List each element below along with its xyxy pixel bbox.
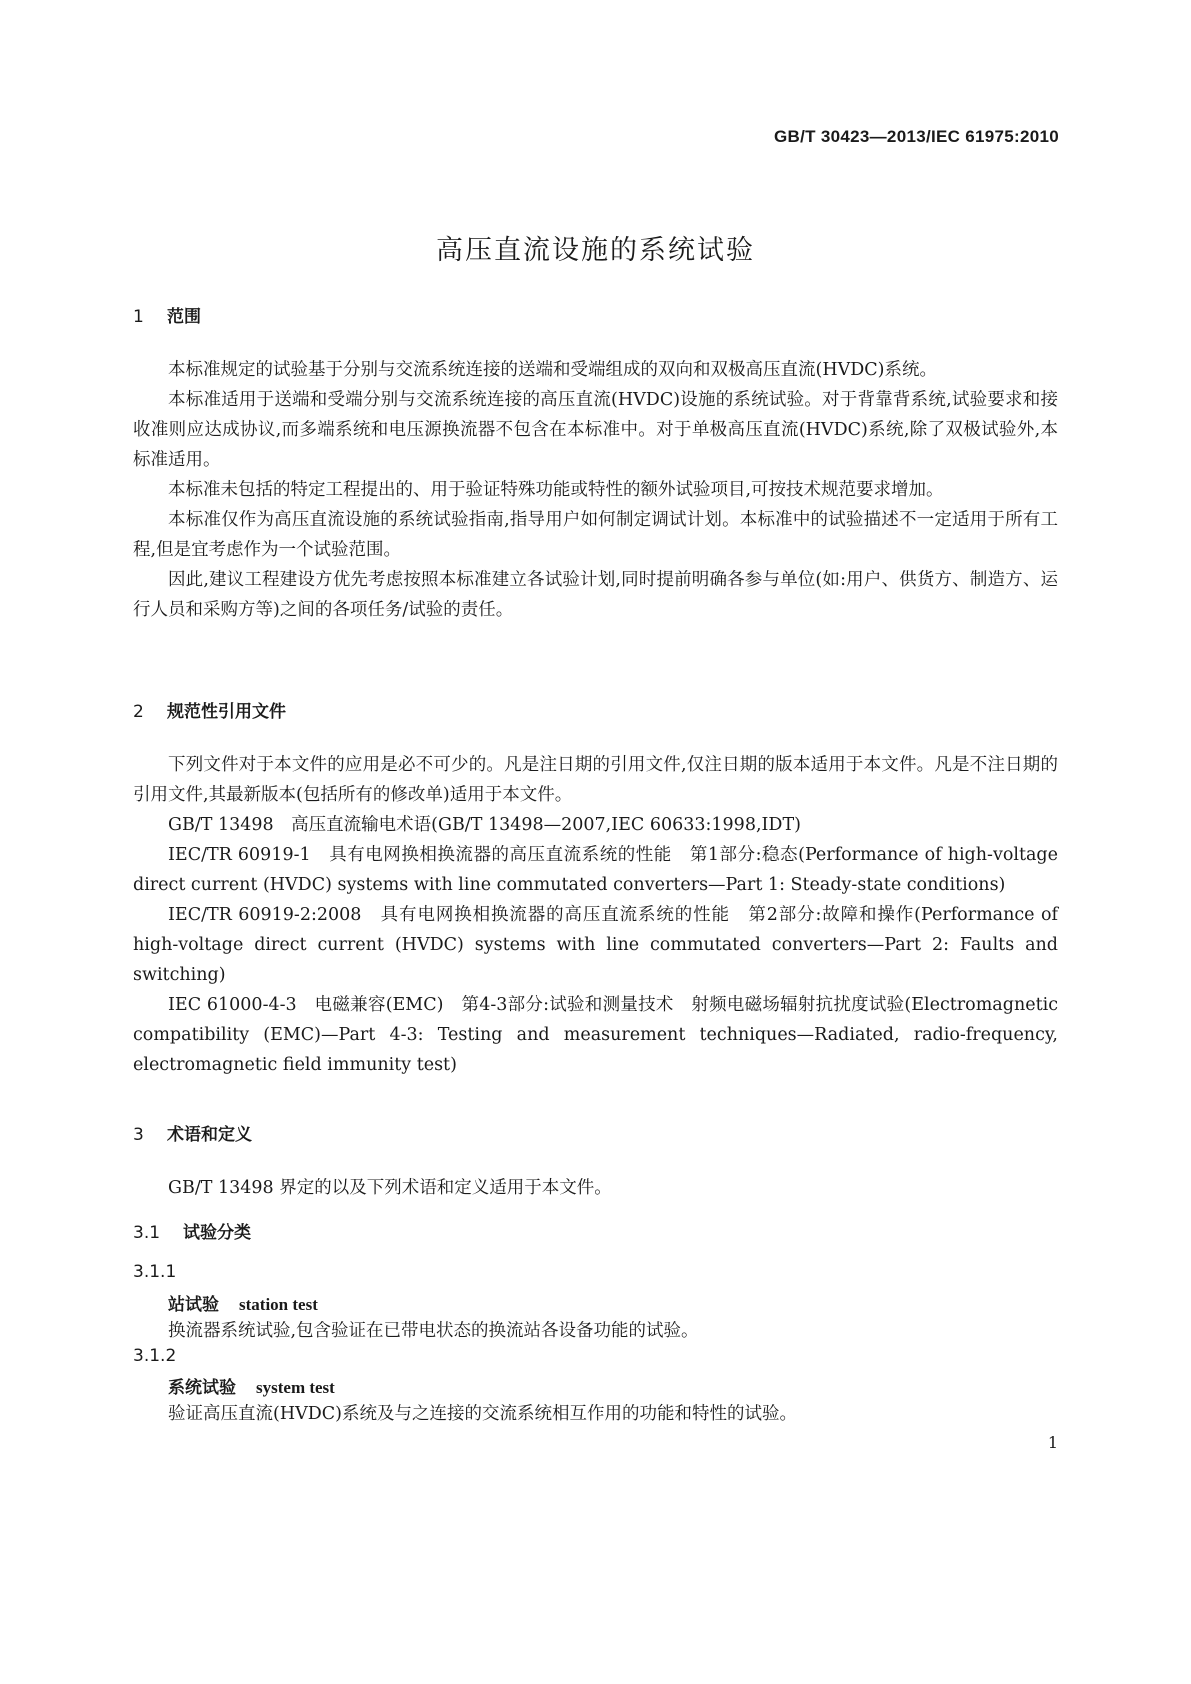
- paragraph: GB/T 13498 界定的以及下列术语和定义适用于本文件。: [168, 1178, 612, 1198]
- term-zh: 系统试验: [168, 1378, 236, 1398]
- subsection-3-1-heading: [133, 1218, 251, 1243]
- reference-entry: IEC/TR 60919-1 具有电网换相换流器的高压直流系统的性能 第1部分:稳态(Performance of high-voltage direct current (HVDC) systems with line commutated converters—Part 1: Steady-state conditions): [133, 845, 1058, 895]
- section-1-heading: [133, 302, 201, 327]
- standard-number-header: GB/T 30423—2013/IEC 61975:2010: [774, 127, 1059, 146]
- term-heading: [168, 1373, 335, 1398]
- section-title: 范围: [167, 307, 201, 327]
- subsection-number: 3.1: [133, 1223, 161, 1243]
- term-en: system test: [256, 1378, 335, 1397]
- paragraph: 因此,建议工程建设方优先考虑按照本标准建立各试验计划,同时提前明确各参与单位(如:用户、供货方、制造方、运行人员和采购方等)之间的各项任务/试验的责任。: [133, 570, 1058, 620]
- reference-entry: IEC 61000-4-3 电磁兼容(EMC) 第4-3部分:试验和测量技术 射频电磁场辐射抗扰度试验(Electromagnetic compatibility (EMC)—Part 4-3: Testing and measurement techniques—Radiated, radio-frequency, electromagnetic field immunity test): [133, 995, 1058, 1075]
- section-3-body: [133, 1173, 1058, 1203]
- reference-entry: GB/T 13498 高压直流输电术语(GB/T 13498—2007,IEC 60633:1998,IDT): [168, 815, 801, 835]
- term-number: 3.1.2: [133, 1346, 177, 1366]
- section-2-body: [133, 750, 1058, 1080]
- section-3-heading: [133, 1120, 252, 1145]
- subsection-title: 试验分类: [183, 1223, 251, 1243]
- paragraph: 本标准未包括的特定工程提出的、用于验证特殊功能或特性的额外试验项目,可按技术规范要求增加。: [168, 480, 944, 500]
- reference-entry: IEC/TR 60919-2:2008 具有电网换相换流器的高压直流系统的性能 第2部分:故障和操作(Performance of high-voltage direct current (HVDC) systems with line commutated converters—Part 2: Faults and switching): [133, 905, 1058, 985]
- paragraph: 本标准规定的试验基于分别与交流系统连接的送端和受端组成的双向和双极高压直流(HVDC)系统。: [168, 360, 937, 380]
- section-2-heading: [133, 697, 286, 722]
- term-heading: [168, 1290, 318, 1315]
- section-number: 1: [133, 307, 144, 327]
- document-title: 高压直流设施的系统试验: [436, 235, 755, 266]
- paragraph: 本标准仅作为高压直流设施的系统试验指南,指导用户如何制定调试计划。本标准中的试验描述不一定适用于所有工程,但是宜考虑作为一个试验范围。: [133, 510, 1058, 560]
- term-definition: 验证高压直流(HVDC)系统及与之连接的交流系统相互作用的功能和特性的试验。: [168, 1404, 797, 1424]
- section-number: 3: [133, 1125, 144, 1145]
- section-number: 2: [133, 702, 144, 722]
- page-number: 1: [1047, 1433, 1058, 1452]
- term-number: 3.1.1: [133, 1262, 177, 1282]
- section-title: 术语和定义: [167, 1125, 252, 1145]
- term-definition: 换流器系统试验,包含验证在已带电状态的换流站各设备功能的试验。: [168, 1321, 699, 1341]
- paragraph: 本标准适用于送端和受端分别与交流系统连接的高压直流(HVDC)设施的系统试验。对于背靠背系统,试验要求和接收准则应达成协议,而多端系统和电压源换流器不包含在本标准中。对于单极高压直流(HVDC)系统,除了双极试验外,本标准适用。: [133, 390, 1058, 470]
- term-zh: 站试验: [168, 1295, 219, 1315]
- paragraph: 下列文件对于本文件的应用是必不可少的。凡是注日期的引用文件,仅注日期的版本适用于本文件。凡是不注日期的引用文件,其最新版本(包括所有的修改单)适用于本文件。: [133, 755, 1058, 805]
- section-title: 规范性引用文件: [167, 702, 286, 722]
- term-en: station test: [239, 1295, 318, 1314]
- section-1-body: [133, 355, 1058, 625]
